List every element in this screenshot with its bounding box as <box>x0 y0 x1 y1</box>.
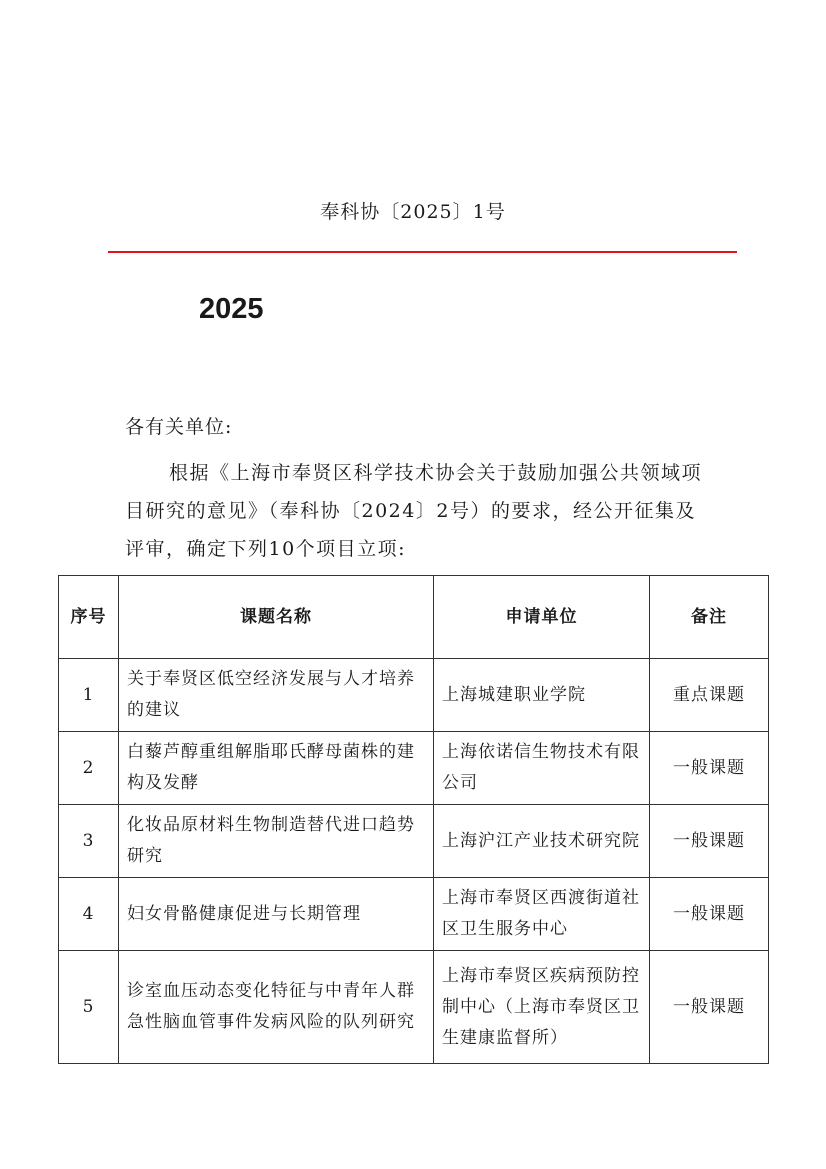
row-no: 2 <box>59 732 119 805</box>
row-unit: 上海城建职业学院 <box>434 659 650 732</box>
row-unit: 上海市奉贤区疾病预防控制中心（上海市奉贤区卫生建康监督所） <box>434 951 650 1064</box>
row-remark: 一般课题 <box>650 732 769 805</box>
row-remark: 重点课题 <box>650 659 769 732</box>
row-no: 1 <box>59 659 119 732</box>
salutation: 各有关单位: <box>125 416 233 438</box>
row-title: 关于奉贤区低空经济发展与人才培养的建议 <box>119 659 434 732</box>
table-row <box>59 732 769 805</box>
header-title: 课题名称 <box>119 576 434 659</box>
row-no: 5 <box>59 951 119 1064</box>
row-remark: 一般课题 <box>650 805 769 878</box>
row-no: 4 <box>59 878 119 951</box>
header-unit: 申请单位 <box>434 576 650 659</box>
document-title: 2025 <box>199 293 264 325</box>
header-remark: 备注 <box>650 576 769 659</box>
table-row <box>59 878 769 951</box>
header-no: 序号 <box>59 576 119 659</box>
row-remark: 一般课题 <box>650 951 769 1064</box>
document-number: 奉科协〔2025〕1号 <box>320 201 506 223</box>
row-title: 白藜芦醇重组解脂耶氏酵母菌株的建构及发酵 <box>119 732 434 805</box>
row-no: 3 <box>59 805 119 878</box>
row-unit: 上海沪江产业技术研究院 <box>434 805 650 878</box>
table-header-row <box>59 576 769 659</box>
row-unit: 上海市奉贤区西渡街道社区卫生服务中心 <box>434 878 650 951</box>
row-title: 化妆品原材料生物制造替代进口趋势研究 <box>119 805 434 878</box>
table-row <box>59 659 769 732</box>
table-row <box>59 805 769 878</box>
project-table <box>58 575 769 1064</box>
row-title: 妇女骨骼健康促进与长期管理 <box>119 878 434 951</box>
row-unit: 上海依诺信生物技术有限公司 <box>434 732 650 805</box>
body-paragraph: 根据《上海市奉贤区科学技术协会关于鼓励加强公共领域项目研究的意见》（奉科协〔2024〕2号）的要求，经公开征集及评审，确定下列10个项目立项: <box>125 462 703 560</box>
table-row <box>59 951 769 1064</box>
red-divider-line <box>108 251 737 253</box>
row-title: 诊室血压动态变化特征与中青年人群急性脑血管事件发病风险的队列研究 <box>119 951 434 1064</box>
row-remark: 一般课题 <box>650 878 769 951</box>
